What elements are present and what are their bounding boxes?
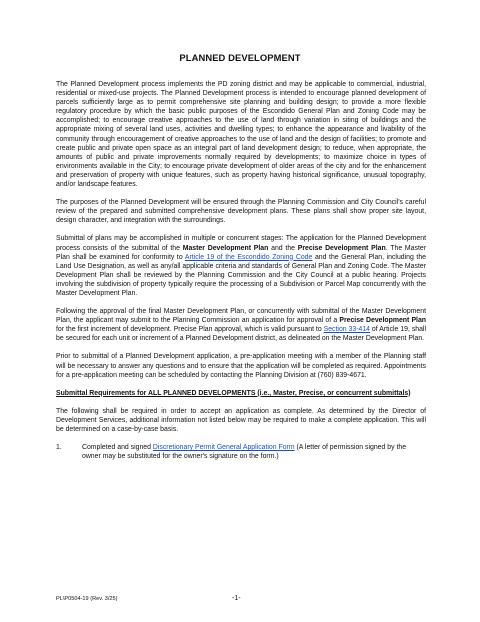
article-19-link[interactable]: Article 19 of the Escondido Zoning Code [184, 253, 313, 261]
list-item-number: 1. [56, 444, 62, 452]
text-run: and the [268, 244, 298, 252]
submittal-stages-paragraph [56, 234, 426, 298]
form-code: PL\P0504-19 (Rev. 3/25) [56, 596, 118, 602]
precise-plan-term: Precise Development Plan [297, 244, 386, 252]
text-run: (A letter of permission signed by the owner may be substituted for the owner's signature on the form.) [82, 444, 407, 461]
list-item-text [82, 443, 426, 461]
master-plan-term: Master Development Plan [182, 244, 269, 252]
text-run: Completed and signed [82, 444, 153, 452]
page-title: PLANNED DEVELOPMENT [179, 52, 301, 63]
precise-plan-paragraph [56, 307, 426, 343]
precise-plan-term: Precise Development Plan [339, 317, 427, 325]
text-run: Submittal of plans may be accomplished in multiple or concurrent stages: The application for the Planned Development process consists of the submittal of the [56, 235, 426, 252]
section-33-414-link[interactable]: Section 33-414 [323, 326, 370, 334]
page-number: -1- [232, 595, 241, 602]
intro-paragraph: The Planned Development process implements the PD zoning district and may be applicable to commercial, industrial, residential or mixed-use projects. The Planned Development process is intended to encourage planned development of parcels sufficiently large as to permit comprehensive site planning and building design; to provide a more flexible regulatory procedure by which the basic public purposes of the Escondido General Plan and Zoning Code may be accomplished; to encourage creative approaches to the use of land through variation in siting of buildings and the appropriate mixing of several land uses, activities and dwelling types; to enhance the appearance and livability of the community through encouragement of creative approaches to the use of land and the design of facilities; to promote and create public and private open space as an integral part of land development design; to reduce, when appropriate, the amounts of public and private improvements normally required by developments; to maximize choice in types of environments available in the City; to encourage private development of older areas of the city and for the enhancement and preservation of property with unique features, such as property having historical significance, unusual topography, and/or landscape features. [56, 81, 426, 189]
text-run: Following the approval of the final Master Development Plan, or concurrently with submittal of the Master Development Plan, the applicant may submit to the Planning Commission an application for approval of a [56, 308, 426, 325]
submittal-requirements-heading: Submittal Requirements for ALL PLANNED DEVELOPMENTS (i.e., Master, Precise, or concurrent submittals) [56, 389, 411, 397]
general-application-form-link[interactable]: Discretionary Permit General Application Form [152, 444, 295, 452]
text-run: and the General Plan, including the Land Use Designation, as well as any/all applicable criteria and standards of General Plan and Zoning Code. The Master Development Plan shall be reviewed by the Planning Commission and the City Council at a public hearing. Projects involving the subdivision of property typically require the processing of a Subdivision or Parcel Map concurrently with the Master Development Plan. [56, 253, 427, 297]
text-run: . The Master Plan shall be examined for conformity to [56, 244, 426, 261]
text-run: of Article 19, shall be secured for each unit or increment of a Planned Development district, as delineated on the Master Development Plan. [56, 326, 426, 343]
requirements-intro-paragraph: The following shall be required in order to accept an application as complete. As determined by the Director of Development Services, additional information not listed below may be required to make a complete application. This will be determined on a case-by-case basis. [56, 407, 426, 433]
pre-application-paragraph: Prior to submittal of a Planned Development application, a pre-application meeting with a member of the Planning staff will be necessary to answer any questions and to ensure that the application will be completed as required. Appointments for a pre-application meeting can be scheduled by contacting the Planning Division at (760) 839-4671. [56, 353, 426, 379]
purpose-paragraph: The purposes of the Planned Development will be ensured through the Planning Commission and City Council's careful review of the prepared and submitted comprehensive development plans. These plans shall show proper site layout, design character, and integration with the surroundings. [56, 199, 426, 225]
document-body [56, 80, 426, 461]
text-run: for the first increment of development. Precise Plan approval, which is valid pursuant to [56, 326, 324, 334]
list-item [56, 443, 426, 461]
